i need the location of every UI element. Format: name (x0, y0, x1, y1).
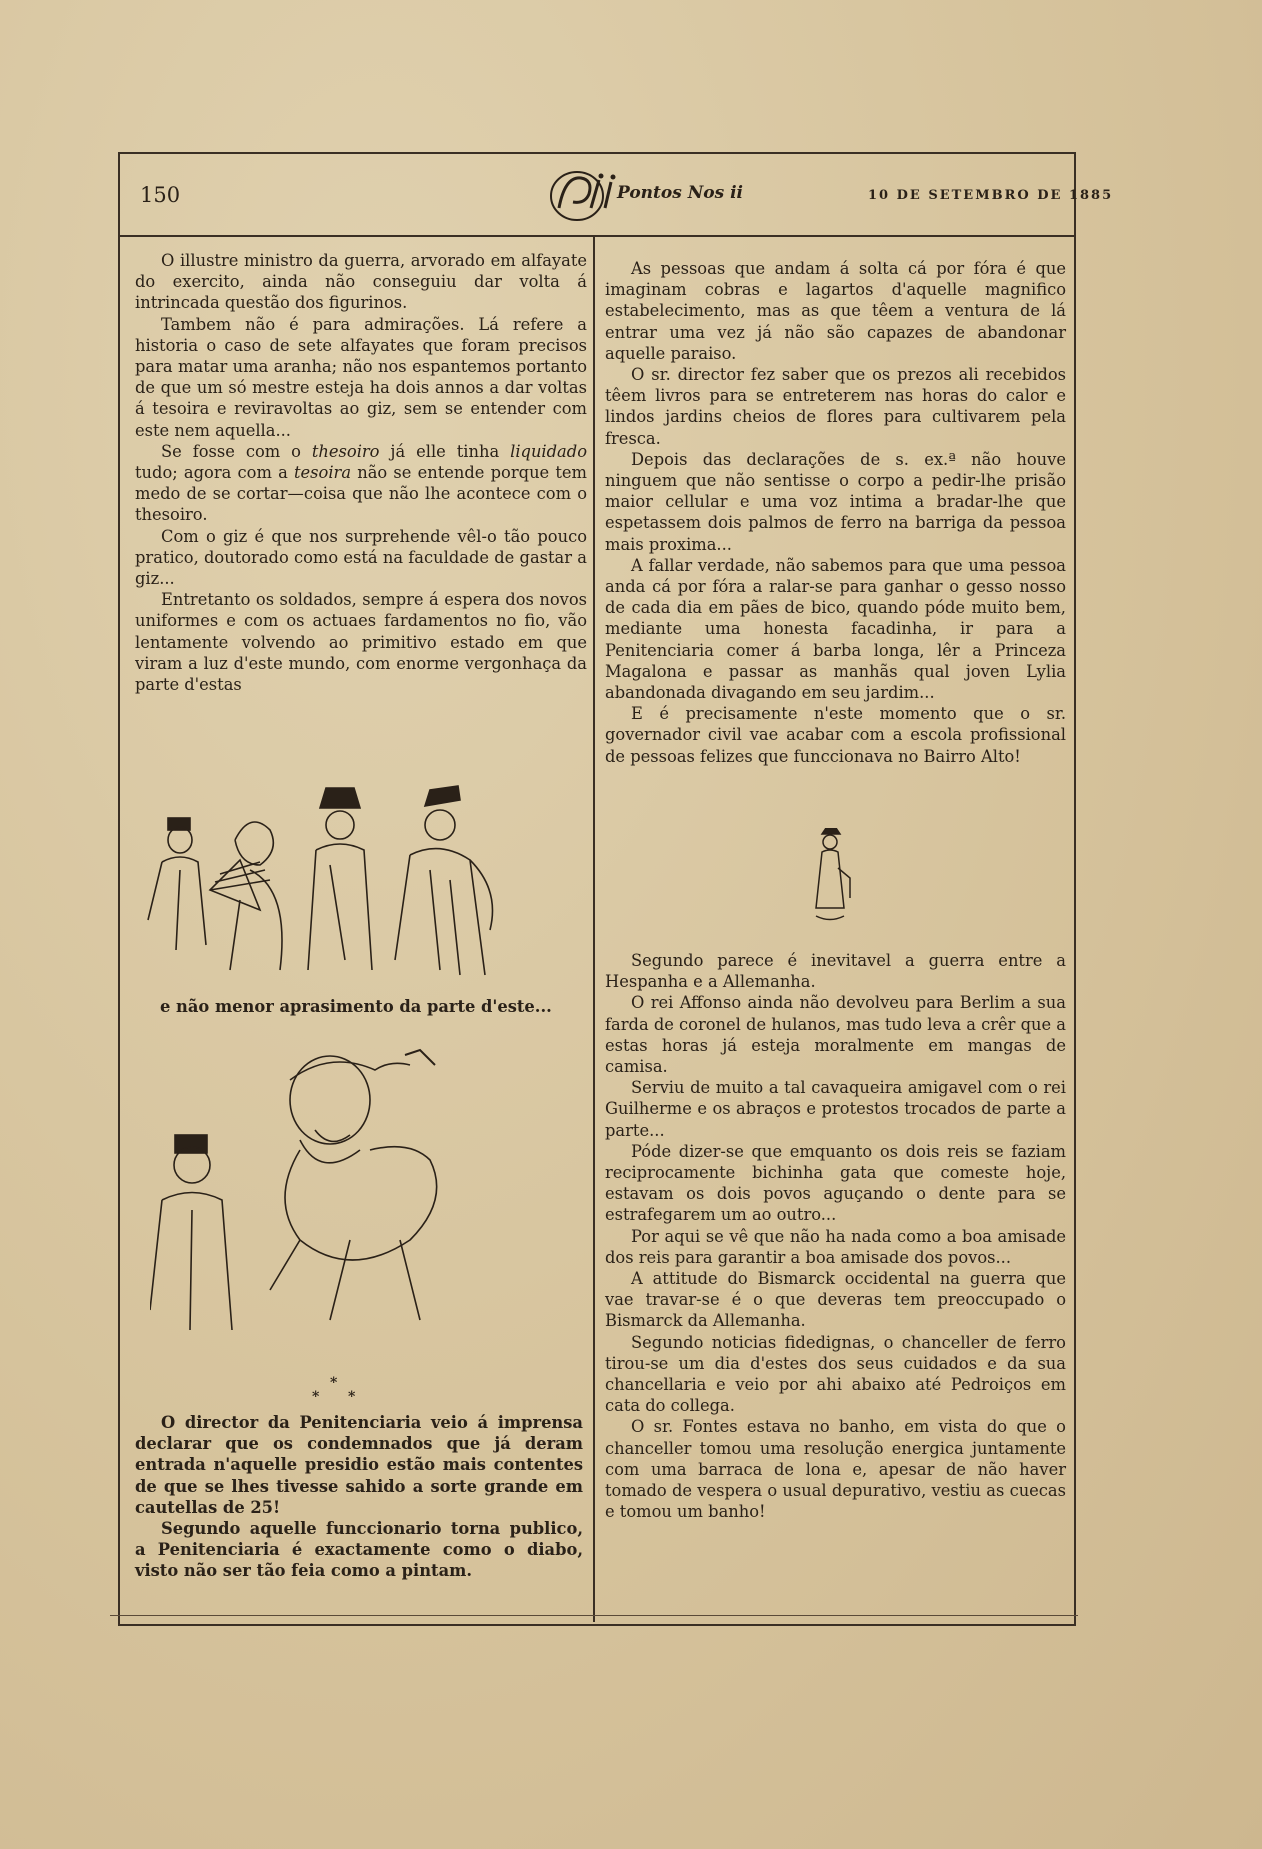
paragraph: Depois das declarações de s. ex.ª não houve ninguem que não sentisse o corpo a pedir-lhe prisão maior cellular e uma voz intima a bradar-lhe que espetassem dois palmos de ferro na barriga da pessoa mais proxima... (605, 449, 1066, 554)
paragraph: O rei Affonso ainda não devolveu para Berlim a sua farda de coronel de hulanos, mas tudo leva a crêr que a estas horas já esteja moralmente em mangas de camisa. (605, 993, 1067, 1077)
paragraph: Serviu de muito a tal cavaqueira amigavel com o rei Guilherme e os abraços e protestos trocados de parte a parte... (605, 1078, 1066, 1140)
paragraph: O director da Penitenciaria veio á imprensa declarar que os condemnados que já deram entrada n'aquelle presidio estão mais contentes de que se lhes tivesse sahido a sorte grande em cautellas de 25! (135, 1413, 583, 1517)
illustration-caption: e não menor aprasimento da parte d'este... (160, 997, 552, 1016)
header-rule (118, 235, 1074, 237)
paragraph: Segundo parece é inevitavel a guerra entre a Hespanha e a Allemanha. (605, 951, 1066, 992)
paragraph: Segundo noticias fidedignas, o chanceller de ferro tirou-se um dia d'estes dos seus cuidados e da sua chancellaria e veio por ahi abaixo até Pedroiços em cata do collega. (605, 1332, 1066, 1416)
paragraph: Com o giz é que nos surprehende vêl-o tão pouco pratico, doutorado como está na faculdade de gastar a giz... (135, 526, 587, 589)
illustration-four-figures (140, 770, 580, 985)
bottom-rule (110, 1615, 1078, 1616)
paragraph: E é precisamente n'este momento que o sr. governador civil vae acabar com a escola profissional de pessoas felizes que funccionava no Bairro Alto! (605, 704, 1066, 766)
left-column-penitenciaria-text (135, 1412, 583, 1582)
paragraph: Tambem não é para admirações. Lá refere a historia o caso de sete alfayates que foram precisos para matar uma aranha; não nos espantemos portanto de que um só mestre esteja ha dois annos a dar voltas á tesoira e reviravoltas ao giz, sem se entender com este nem aquella... (135, 314, 587, 440)
right-column-text-top (605, 258, 1066, 767)
column-divider (593, 237, 595, 1622)
left-column-text (135, 250, 587, 695)
paragraph: A attitude do Bismarck occidental na guerra que vae travar-se é o que deveras tem preoccupado o Bismarck da Allemanha. (605, 1269, 1066, 1331)
paragraph: Póde dizer-se que emquanto os dois reis se faziam reciprocamente bichinha gata que comeste hoje, estavam os dois povos aguçando o dente para se estrafegarem um ao outro... (605, 1141, 1066, 1225)
paragraph: As pessoas que andam á solta cá por fóra é que imaginam cobras e lagartos d'aquelle magnifico estabelecimento, mas as que têem a ventura de lá entrar uma vez já não são capazes de abandonar aquelle paraiso. (605, 259, 1066, 363)
page-number: 150 (140, 183, 181, 207)
issue-date: 10 DE SETEMBRO DE 1885 (868, 188, 1114, 203)
illustration-small-figure (810, 828, 860, 923)
paragraph: O sr. Fontes estava no banho, em vista do que o chanceller tomou uma resolução energica juntamente com uma barraca de lona e, apesar de não haver tomado de vespera o usual depurativo, vestiu as cuecas e tomou um banho! (605, 1417, 1066, 1522)
paragraph: Segundo aquelle funccionario torna publico, a Penitenciaria é exactamente como o diabo, visto não ser tão feia como a pintam. (135, 1519, 583, 1581)
paragraph: Por aqui se vê que não ha nada como a boa amisade dos reis para garantir a boa amisade dos povos... (605, 1226, 1066, 1267)
paragraph: O illustre ministro da guerra, arvorado em alfayate do exercito, ainda não conseguiu dar volta á intrincada questão dos figurinos. (135, 251, 587, 313)
masthead-logo (545, 168, 745, 220)
masthead-title: Pontos Nos ii (617, 183, 743, 203)
paragraph: O sr. director fez saber que os prezos ali recebidos têem livros para se entreterem nas horas do calor e lindos jardins cheios de flores para cultivarem pela fresca. (605, 365, 1066, 448)
paragraph: Entretanto os soldados, sempre á espera dos novos uniformes e com os actuaes fardamentos no fio, vão lentamente volvendo ao primitivo estado em que viram a luz d'este mundo, com enorme vergonhaça da parte d'estas (135, 590, 587, 695)
paragraph: A fallar verdade, não sabemos para que uma pessoa anda cá por fóra a ralar-se para ganhar o gesso nosso de cada dia em pães de bico, quando póde muito bem, mediante uma honesta facadinha, ir para a Penitenciaria comer á barba longa, lêr a Princeza Magalona e passar as manhãs qual joven Lylia abandonada divagando em seu jardim... (605, 555, 1066, 703)
illustration-two-men (150, 1040, 530, 1340)
right-column-text-bottom (605, 950, 1066, 1522)
paragraph-thesoiro: Se fosse com o thesoiro já elle tinha liquidado tudo; agora com a tesoira não se entende porque tem medo de se cortar—coisa que não lhe acontece com o thesoiro. (135, 441, 587, 525)
section-asterism: * * * (312, 1375, 356, 1405)
